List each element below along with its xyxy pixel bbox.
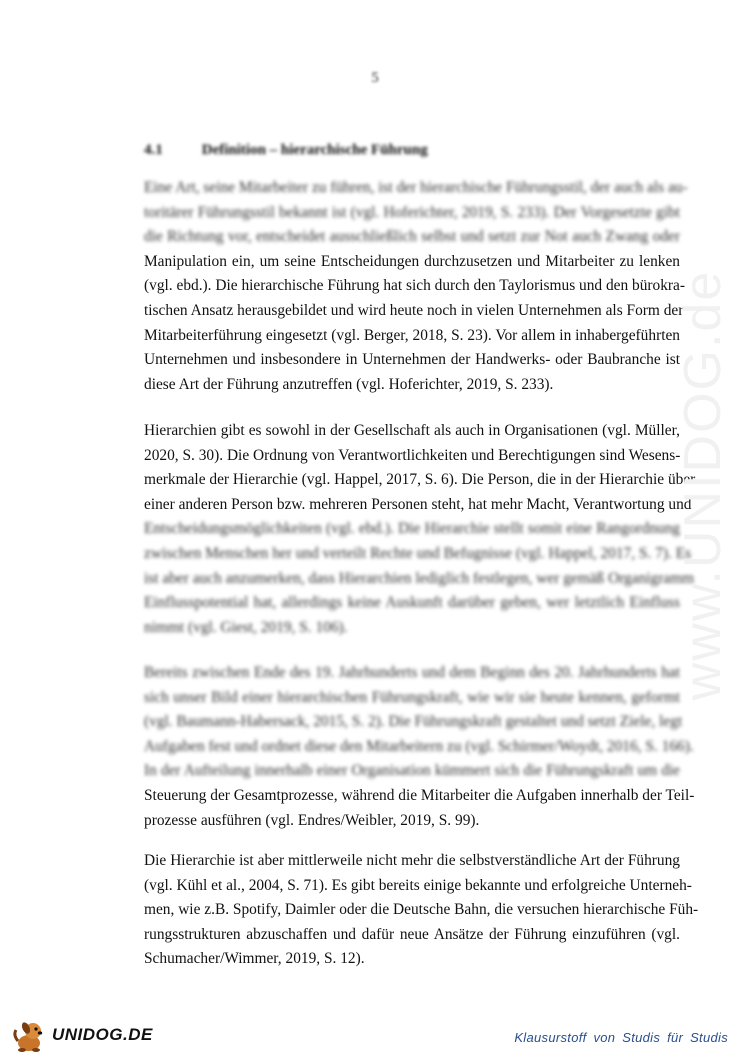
text-line: nimmt (vgl. Giest, 2019, S. 106). (144, 618, 348, 636)
text-line: Schumacher/Wimmer, 2019, S. 12). (144, 950, 365, 968)
text-line: Bereits zwischen Ende des 19. Jahrhunderts und dem Beginn des 20. Jahrhunderts hat (144, 664, 680, 681)
text-line: (vgl. Baumann-Habersack, 2015, S. 2). Die Führungskraft gestaltet und setzt Ziele, legt (144, 713, 683, 731)
text-line: Einflusspotential hat, allerdings keine Auskunft darüber geben, wer letztlich Einfluss (144, 594, 680, 612)
text-line: die Richtung vor, entscheidet ausschließlich selbst und setzt zur Not auch Zwang oder (144, 228, 680, 246)
text-line: Eine Art, seine Mitarbeiter zu führen, ist der hierarchische Führungsstil, der auch als au- (144, 179, 688, 196)
text-line: In der Aufteilung innerhalb einer Organisation kümmert sich die Führungskraft um die (144, 762, 680, 780)
text-line: ist aber auch anzumerken, dass Hierarchien lediglich festlegen, wer gemäß Organigramm (144, 569, 695, 587)
text-line: Hierarchien gibt es sowohl in der Gesellschaft als auch in Organisationen (vgl. Müller, (144, 422, 680, 439)
text-line: tischen Ansatz herausgebildet und wird heute noch in vielen Unternehmen als Form der (144, 301, 684, 319)
section-heading (144, 142, 684, 159)
text-line: einer anderen Person bzw. mehreren Personen steht, hat mehr Macht, Verantwortung und (144, 495, 692, 513)
text-line: 2020, S. 30). Die Ordnung von Verantwortlichkeiten und Berechtigungen sind Wesens- (144, 446, 681, 464)
text-line: Steuerung der Gesamtprozesse, während die Mitarbeiter die Aufgaben innerhalb der Teil- (144, 786, 695, 804)
footer-slogan: Klausurstoff von Studis für Studis (514, 1030, 728, 1045)
text-line: Manipulation ein, um seine Entscheidungen durchzusetzen und Mitarbeiter zu lenken (144, 252, 680, 270)
text-line: Die Hierarchie ist aber mittlerweile nicht mehr die selbstverständliche Art der Führung (144, 852, 680, 869)
text-line: sich unser Bild einer hierarchischen Führungskraft, wie wir sie heute kennen, geformt (144, 688, 680, 706)
watermark-text: www.UNIDOG.de (674, 269, 732, 701)
text-line: (vgl. Kühl et al., 2004, S. 71). Es gibt bereits einige bekannte und erfolgreiche Unterneh- (144, 876, 692, 894)
section-number: 4.1 (144, 142, 163, 158)
text-line: Mitarbeiterführung eingesetzt (vgl. Berger, 2018, S. 23). Vor allem in inhabergeführten (144, 326, 680, 344)
text-line: Unternehmen und insbesondere in Unternehmen der Handwerks- oder Baubranche ist (144, 351, 680, 369)
page-number: 5 (371, 70, 379, 86)
text-line: zwischen Menschen her und verteilt Rechte und Befugnisse (vgl. Happel, 2017, S. 7). Es (144, 544, 692, 562)
text-line: (vgl. ebd.). Die hierarchische Führung hat sich durch den Taylorismus und den bürokra- (144, 277, 686, 295)
paragraph-4 (144, 849, 699, 972)
text-line: merkmale der Hierarchie (vgl. Happel, 2017, S. 6). Die Person, die in der Hierarchie über (144, 471, 696, 489)
text-line: rungsstrukturen abzuschaffen und dafür neue Ansätze der Führung einzuführen (vgl. (144, 925, 680, 943)
logo-text: UNIDOG.DE (52, 1025, 153, 1044)
text-line: Aufgaben fest und ordnet diese den Mitarbeitern zu (vgl. Schirmer/Woydt, 2016, S. 166). (144, 737, 694, 755)
dog-mascot-icon (12, 1017, 50, 1053)
text-line: men, wie z.B. Spotify, Daimler oder die Deutsche Bahn, die versuchen hierarchische Füh- (144, 901, 699, 919)
text-line: Entscheidungsmöglichkeiten (vgl. ebd.). Die Hierarchie stellt somit eine Rangordnung (144, 520, 680, 538)
logo (12, 1017, 153, 1053)
text-line: diese Art der Führung anzutreffen (vgl. Hoferichter, 2019, S. 233). (144, 375, 554, 393)
watermark (648, 250, 750, 720)
paragraph-3 (144, 661, 695, 833)
text-line: prozesse ausführen (vgl. Endres/Weibler, 2019, S. 99). (144, 811, 480, 829)
text-line: toritärer Führungsstil bekannt ist (vgl. Hoferichter, 2019, S. 233). Der Vorgesetzte gibt (144, 203, 680, 221)
paragraph-2 (144, 419, 696, 640)
paragraph-1 (144, 176, 688, 397)
section-title: Definition – hierarchische Führung (201, 142, 428, 158)
